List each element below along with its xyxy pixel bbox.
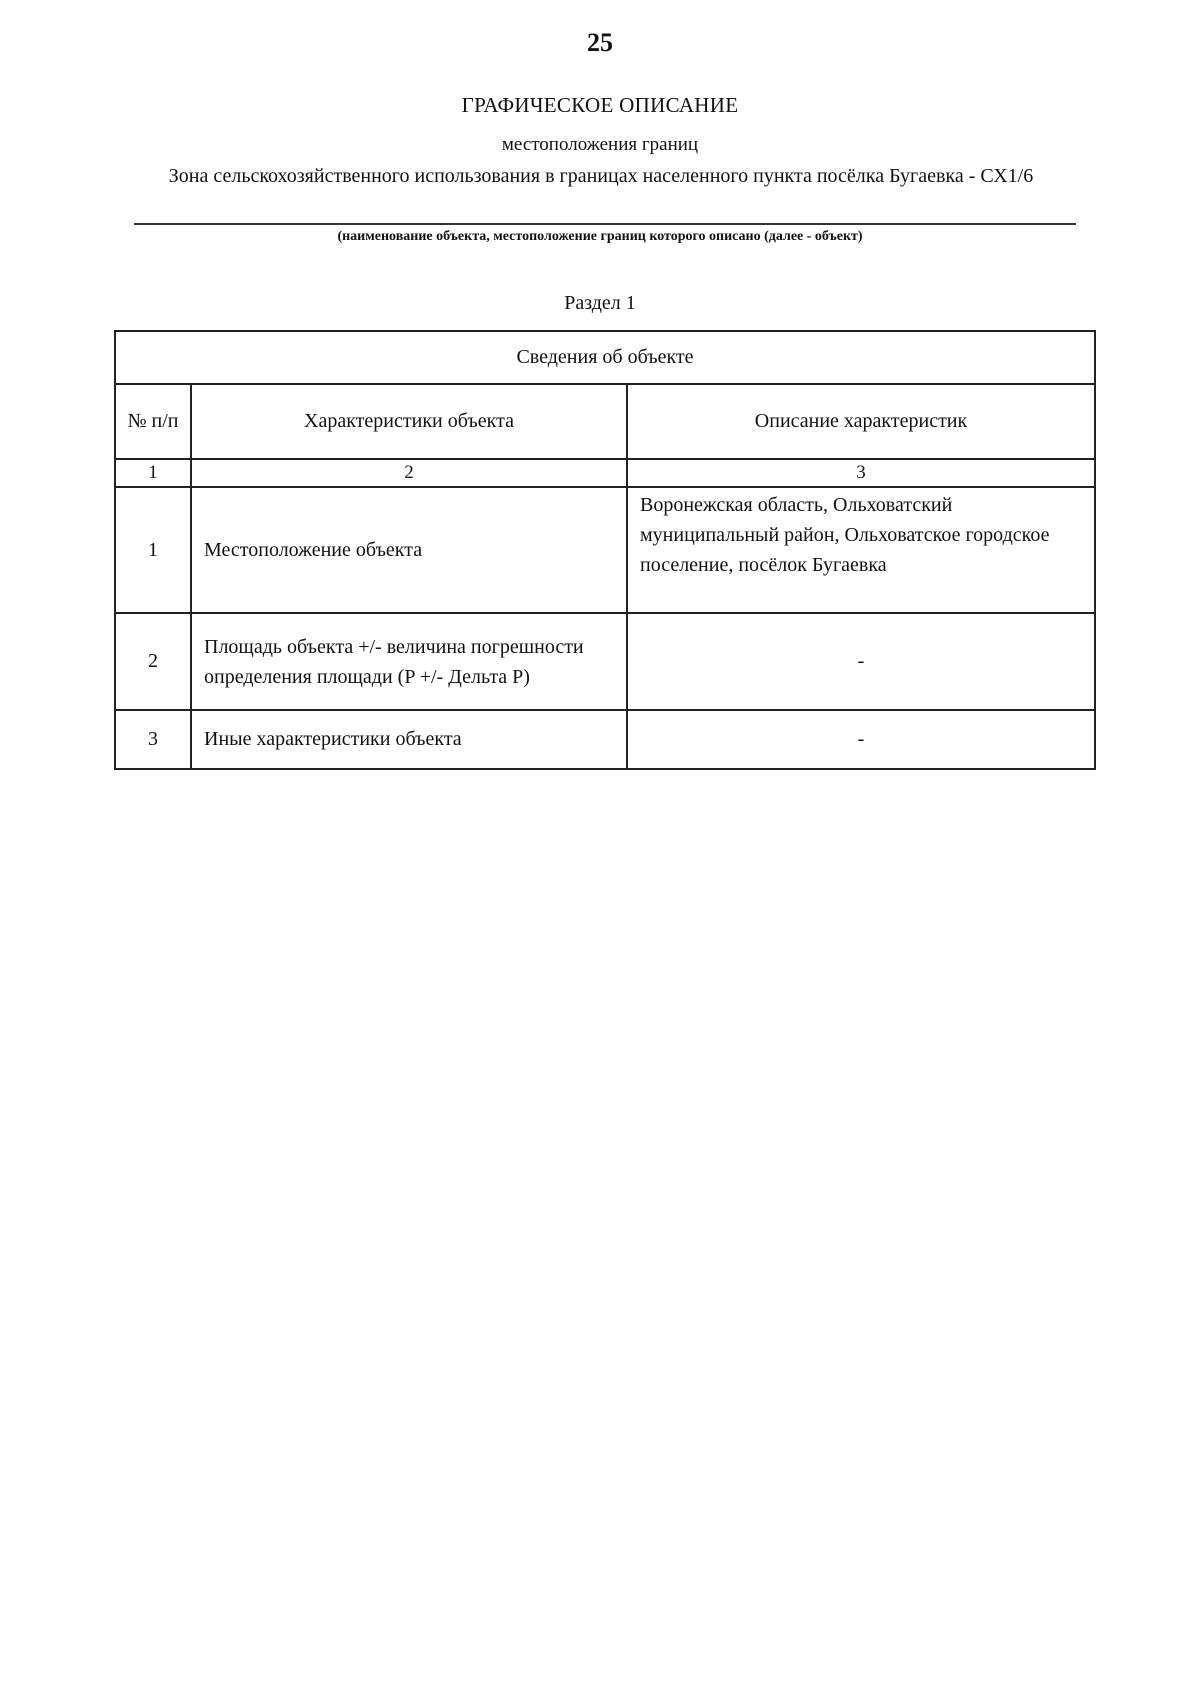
document-subtitle: местоположения границ — [501, 134, 699, 155]
table-header-row — [115, 384, 1095, 459]
object-name: Зона сельскохозяйственного использования в границах населенного пункта посёлка Бугаевка - СХ1/6 — [168, 165, 1034, 187]
page-number: 25 — [587, 28, 613, 57]
table-caption: Сведения об объекте — [115, 331, 1095, 384]
document-title: ГРАФИЧЕСКОЕ ОПИСАНИЕ — [461, 93, 739, 117]
row-characteristic: Иные характеристики объекта — [191, 710, 627, 769]
row-number: 2 — [115, 613, 191, 710]
header-characteristic: Характеристики объекта — [191, 384, 627, 459]
table-row — [115, 487, 1095, 613]
header-number: № п/п — [115, 384, 191, 459]
table-row — [115, 710, 1095, 769]
header-description: Описание характеристик — [627, 384, 1095, 459]
row-number: 3 — [115, 710, 191, 769]
row-characteristic: Площадь объекта +/- величина погрешности определения площади (P +/- Дельта P) — [191, 613, 627, 710]
row-description: Воронежская область, Ольховатский муниципальный район, Ольховатское городское поселение, посёлок Бугаевка — [627, 487, 1095, 613]
object-info-table — [114, 330, 1096, 770]
row-number: 1 — [115, 487, 191, 613]
table-row — [115, 613, 1095, 710]
row-description: - — [627, 710, 1095, 769]
column-index-1: 1 — [115, 459, 191, 487]
column-index-2: 2 — [191, 459, 627, 487]
table-column-index-row — [115, 459, 1095, 487]
table-caption-row — [115, 331, 1095, 384]
column-index-3: 3 — [627, 459, 1095, 487]
object-name-underline — [134, 223, 1076, 225]
row-characteristic: Местоположение объекта — [191, 487, 627, 613]
row-description: - — [627, 613, 1095, 710]
section-label: Раздел 1 — [564, 292, 636, 314]
object-name-caption: (наименование объекта, местоположение границ которого описано (далее - объект) — [337, 229, 863, 244]
